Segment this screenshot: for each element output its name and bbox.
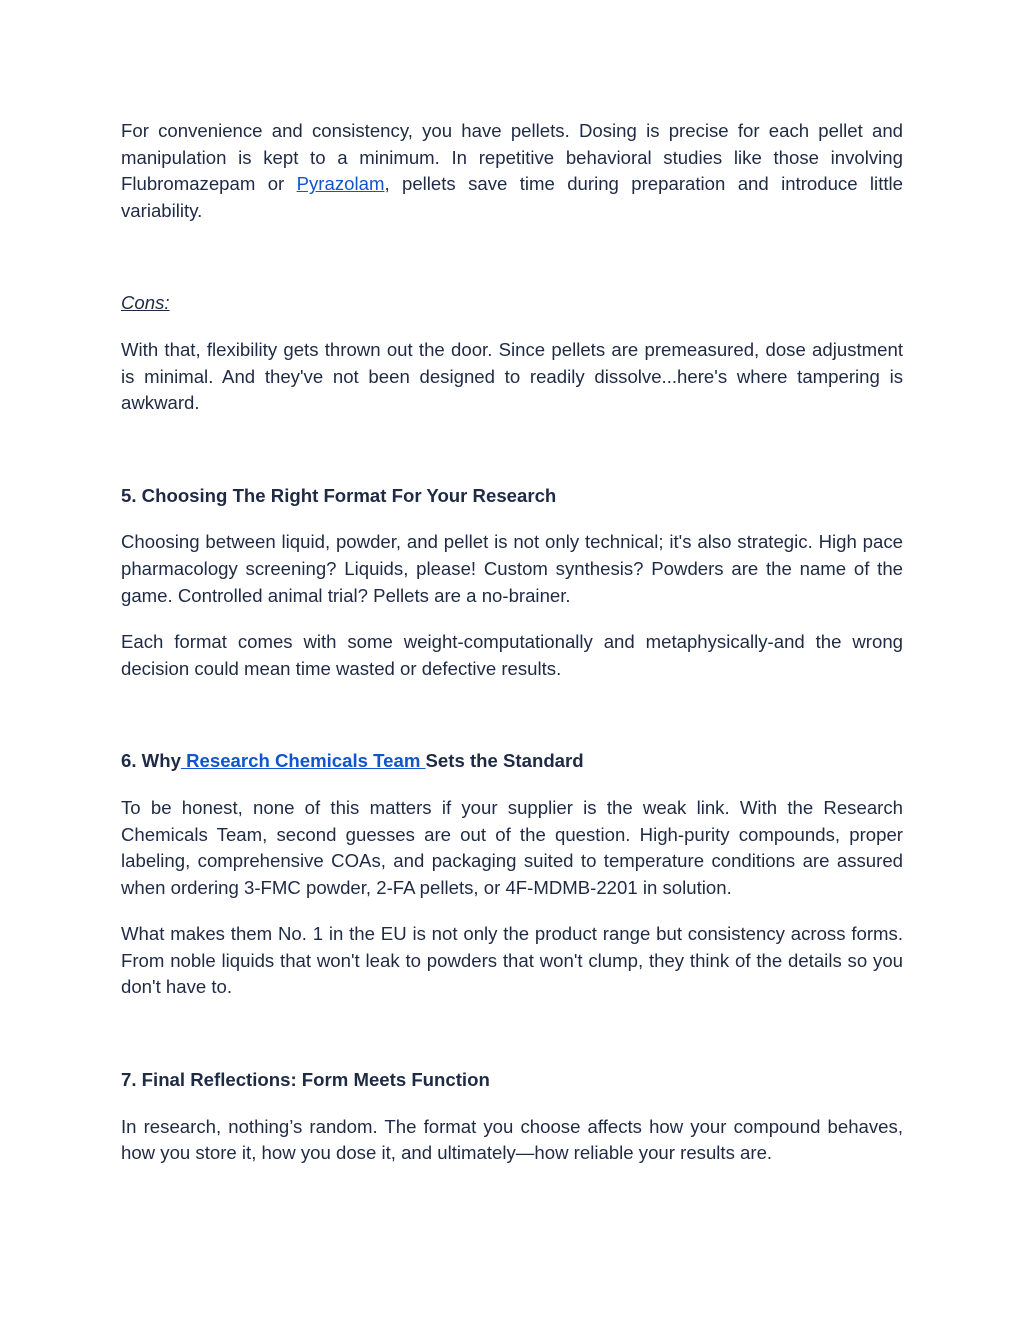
document-page bbox=[121, 118, 903, 1167]
section-6-heading bbox=[121, 748, 903, 775]
section-7-paragraph-1: In research, nothing’s random. The format you choose affects how your compound behaves, how you store it, how you dose it, and ultimately—how reliable your results are. bbox=[121, 1115, 903, 1164]
pyrazolam-link[interactable]: Pyrazolam bbox=[296, 173, 385, 195]
intro-text-before: For convenience and consistency, you have pellets. Dosing is precise for each pellet and manipulation is kept to a minimum. In repetitive behavioral studies like those involving Flubromazepam or bbox=[121, 120, 903, 195]
section-6-heading-before: 6. Why bbox=[121, 750, 181, 772]
cons-paragraph: With that, flexibility gets thrown out the door. Since pellets are premeasured, dose adjustment is minimal. And they've not been designed to readily dissolve...here's where tampering is awkward. bbox=[121, 338, 903, 414]
section-6-paragraph-2: What makes them No. 1 in the EU is not only the product range but consistency across forms. From noble liquids that won't leak to powders that won't clump, they think of the details so you don't have to. bbox=[121, 923, 903, 998]
section-5-paragraph-1: Choosing between liquid, powder, and pellet is not only technical; it's also strategic. High pace pharmacology screening? Liquids, please! Custom synthesis? Powders are the name of the game. Controlled animal trial? Pellets are a no-brainer. bbox=[121, 531, 903, 606]
section-7-heading: 7. Final Reflections: Form Meets Function bbox=[121, 1069, 490, 1091]
intro-paragraph bbox=[121, 118, 903, 224]
section-6-heading-after: Sets the Standard bbox=[425, 750, 584, 772]
intro-text-after: , pellets save time during preparation and introduce little variability. bbox=[121, 173, 903, 221]
section-5-paragraph-2: Each format comes with some weight-computationally and metaphysically-and the wrong decision could mean time wasted or defective results. bbox=[121, 631, 903, 679]
research-chemicals-team-link[interactable]: Research Chemicals Team bbox=[180, 750, 426, 772]
section-6-paragraph-1: To be honest, none of this matters if your supplier is the weak link. With the Research Chemicals Team, second guesses are out of the question. High-purity compounds, proper labeling, comprehensive COAs, and packaging suited to temperature conditions are assured when ordering 3-FMC powder, 2-FA pellets, or 4F-MDMB-2201 in solution. bbox=[121, 796, 903, 898]
cons-label: Cons: bbox=[121, 292, 170, 314]
section-5-heading: 5. Choosing The Right Format For Your Research bbox=[121, 484, 557, 506]
